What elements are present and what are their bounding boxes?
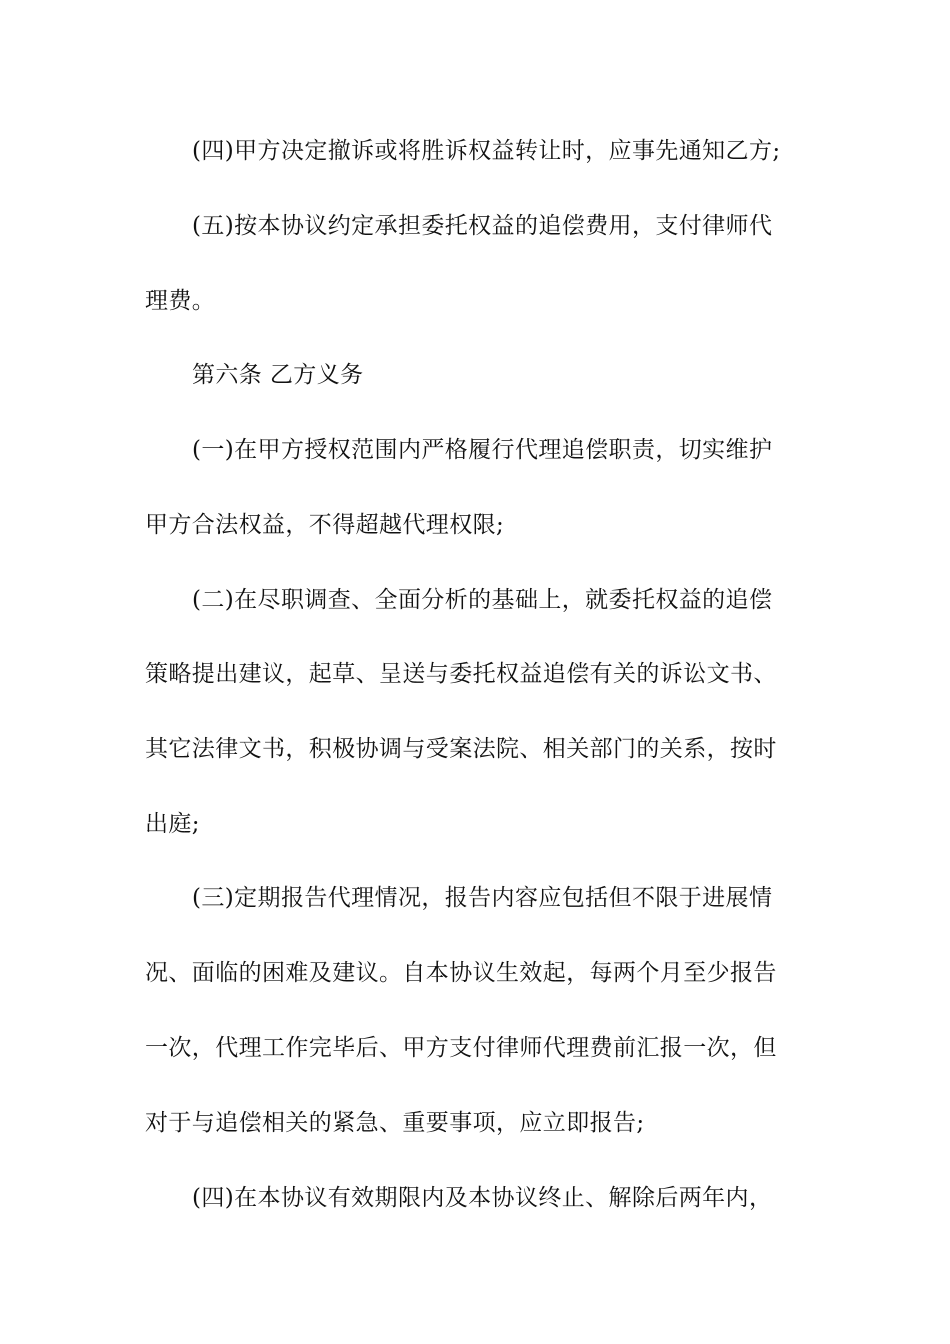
clause-6-item-2-continued-2: 其它法律文书，积极协调与受案法院、相关部门的关系，按时 bbox=[145, 736, 777, 762]
clause-6-item-4: (四)在本协议有效期限内及本协议终止、解除后两年内， bbox=[192, 1185, 773, 1211]
clause-6-item-3-continued-1: 况、面临的困难及建议。自本协议生效起，每两个月至少报告 bbox=[145, 960, 777, 986]
clause-6-item-1-continued: 甲方合法权益，不得超越代理权限; bbox=[145, 512, 505, 538]
clause-5-item-4: (四)甲方决定撤诉或将胜诉权益转让时，应事先通知乙方; bbox=[192, 138, 781, 164]
clause-5-item-5: (五)按本协议约定承担委托权益的追偿费用，支付律师代 bbox=[192, 213, 773, 239]
clause-6-item-3: (三)定期报告代理情况，报告内容应包括但不限于进展情 bbox=[192, 885, 773, 911]
clause-5-item-5-continued: 理费。 bbox=[145, 288, 216, 314]
clause-6-item-2: (二)在尽职调查、全面分析的基础上，就委托权益的追偿 bbox=[192, 587, 773, 613]
clause-6-item-3-continued-3: 对于与追偿相关的紧急、重要事项，应立即报告; bbox=[145, 1110, 645, 1136]
clause-6-item-2-continued-1: 策略提出建议，起草、呈送与委托权益追偿有关的诉讼文书、 bbox=[145, 661, 777, 687]
clause-6-item-1: (一)在甲方授权范围内严格履行代理追偿职责，切实维护 bbox=[192, 437, 773, 463]
section-heading-article-6: 第六条 乙方义务 bbox=[192, 362, 364, 388]
clause-6-item-3-continued-2: 一次，代理工作完毕后、甲方支付律师代理费前汇报一次，但 bbox=[145, 1035, 777, 1061]
clause-6-item-2-continued-3: 出庭; bbox=[145, 811, 200, 837]
